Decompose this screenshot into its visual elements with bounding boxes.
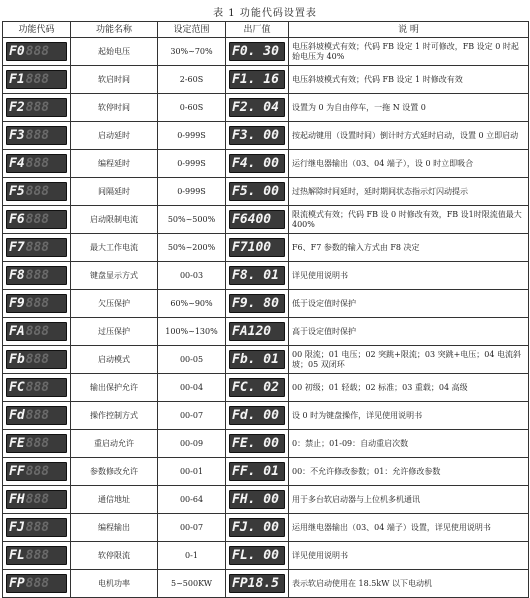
lcd-code-display <box>6 350 67 369</box>
header-name: 功能名称 <box>71 22 158 38</box>
setting-range: 00-03 <box>158 262 226 290</box>
lcd-code-display <box>6 406 67 425</box>
function-name: 软启时间 <box>71 66 158 94</box>
lcd-code-display <box>6 98 67 117</box>
function-name: 参数修改允许 <box>71 458 158 486</box>
table-row <box>3 178 529 206</box>
setting-range: 100%~130% <box>158 318 226 346</box>
code-text: F4 <box>9 155 25 171</box>
description: 按起动键用（设置时间）倒计时方式延时启动，设置 0 立即启动 <box>289 122 529 150</box>
header-range: 设定范围 <box>158 22 226 38</box>
description: 00 限流；01 电压；02 突跳+限流；03 突跳+电压；04 电流斜坡；05 双闭环 <box>289 346 529 374</box>
code-text: F7 <box>9 239 25 255</box>
description: 详见使用说明书 <box>289 262 529 290</box>
description: 高于设定值时保护 <box>289 318 529 346</box>
lcd-code-display <box>6 546 67 565</box>
lcd-factory-display <box>229 378 285 397</box>
code-cell <box>3 150 71 178</box>
description: 限流模式有效；代码 FB 设 0 时修改有效，FB 设1时限流值最大 400% <box>289 206 529 234</box>
blank-digits: 888 <box>25 519 50 535</box>
lcd-factory-display <box>229 182 285 201</box>
code-cell <box>3 346 71 374</box>
lcd-code-display <box>6 490 67 509</box>
factory-value: F3. 00 <box>232 127 279 143</box>
setting-range: 00-07 <box>158 514 226 542</box>
factory-cell <box>226 290 289 318</box>
lcd-factory-display <box>229 546 285 565</box>
code-text: F8 <box>9 267 25 283</box>
function-name: 欠压保护 <box>71 290 158 318</box>
table-title: 表 1 功能代码设置表 <box>213 8 317 19</box>
description: 设置为 0 为自由停车，一拖 N 设置 0 <box>289 94 529 122</box>
blank-digits: 888 <box>25 463 50 479</box>
lcd-code-display <box>6 182 67 201</box>
blank-digits: 888 <box>25 267 50 283</box>
header-code: 功能代码 <box>3 22 71 38</box>
lcd-factory-display <box>229 434 285 453</box>
function-name: 通信地址 <box>71 486 158 514</box>
table-row <box>3 458 529 486</box>
setting-range: 00-05 <box>158 346 226 374</box>
description: 00 初级；01 轻载；02 标准；03 重载；04 高级 <box>289 374 529 402</box>
lcd-factory-display <box>229 42 285 61</box>
blank-digits: 888 <box>25 435 50 451</box>
code-text: F9 <box>9 295 25 311</box>
setting-range: 5~500KW <box>158 570 226 598</box>
code-text: F5 <box>9 183 25 199</box>
lcd-code-display <box>6 574 67 593</box>
factory-cell <box>226 346 289 374</box>
code-cell <box>3 318 71 346</box>
code-text: F1 <box>9 71 25 87</box>
table-row <box>3 38 529 66</box>
lcd-code-display <box>6 322 67 341</box>
blank-digits: 888 <box>25 155 50 171</box>
lcd-code-display <box>6 70 67 89</box>
code-cell <box>3 458 71 486</box>
setting-range: 00-04 <box>158 374 226 402</box>
function-name: 键盘显示方式 <box>71 262 158 290</box>
factory-value: FE. 00 <box>232 435 279 451</box>
lcd-code-display <box>6 294 67 313</box>
code-text: FH <box>9 491 25 507</box>
factory-value: F8. 01 <box>232 267 279 283</box>
blank-digits: 888 <box>25 379 50 395</box>
table-row <box>3 514 529 542</box>
factory-cell <box>226 374 289 402</box>
table-row <box>3 94 529 122</box>
description: 运用继电器输出（03、04 端子）设置，详见使用说明书 <box>289 514 529 542</box>
description: 运行继电器输出（03、04 端子），设 0 时立即吸合 <box>289 150 529 178</box>
table-row <box>3 346 529 374</box>
code-text: F2 <box>9 99 25 115</box>
code-cell <box>3 94 71 122</box>
factory-value: Fd. 00 <box>232 407 279 423</box>
lcd-factory-display <box>229 70 285 89</box>
function-name: 最大工作电流 <box>71 234 158 262</box>
factory-value: F0. 30 <box>232 43 279 59</box>
setting-range: 00-64 <box>158 486 226 514</box>
code-text: FE <box>9 435 25 451</box>
lcd-factory-display <box>229 266 285 285</box>
table-row <box>3 122 529 150</box>
lcd-code-display <box>6 434 67 453</box>
setting-range: 0-60S <box>158 94 226 122</box>
function-name: 起始电压 <box>71 38 158 66</box>
function-name: 重启动允许 <box>71 430 158 458</box>
code-cell <box>3 206 71 234</box>
setting-range: 0-1 <box>158 542 226 570</box>
setting-range: 0-999S <box>158 178 226 206</box>
code-text: F3 <box>9 127 25 143</box>
blank-digits: 888 <box>25 323 50 339</box>
factory-cell <box>226 38 289 66</box>
table-row <box>3 262 529 290</box>
function-name: 编程输出 <box>71 514 158 542</box>
lcd-code-display <box>6 378 67 397</box>
description: 用于多台软启动器与上位机多机通讯 <box>289 486 529 514</box>
code-text: Fd <box>9 407 25 423</box>
description: 详见使用说明书 <box>289 542 529 570</box>
code-cell <box>3 374 71 402</box>
blank-digits: 888 <box>25 351 50 367</box>
lcd-code-display <box>6 238 67 257</box>
factory-value: F1. 16 <box>232 71 279 87</box>
header-desc: 说 明 <box>289 22 529 38</box>
factory-value: FC. 02 <box>232 379 279 395</box>
factory-cell <box>226 206 289 234</box>
lcd-factory-display <box>229 406 285 425</box>
code-cell <box>3 570 71 598</box>
table-row <box>3 234 529 262</box>
factory-value: FH. 00 <box>232 491 279 507</box>
table-row <box>3 206 529 234</box>
code-cell <box>3 122 71 150</box>
table-row <box>3 486 529 514</box>
factory-cell <box>226 486 289 514</box>
code-cell <box>3 430 71 458</box>
code-text: F6 <box>9 211 25 227</box>
lcd-factory-display <box>229 126 285 145</box>
table-row <box>3 290 529 318</box>
code-cell <box>3 402 71 430</box>
setting-range: 00-07 <box>158 402 226 430</box>
code-text: Fb <box>9 351 25 367</box>
setting-range: 50%~200% <box>158 234 226 262</box>
lcd-factory-display <box>229 98 285 117</box>
factory-value: F6400 <box>232 211 272 227</box>
code-cell <box>3 514 71 542</box>
lcd-factory-display <box>229 294 285 313</box>
code-cell <box>3 178 71 206</box>
factory-cell <box>226 122 289 150</box>
table-row <box>3 430 529 458</box>
blank-digits: 888 <box>25 491 50 507</box>
function-name: 软停限流 <box>71 542 158 570</box>
function-name: 输出保护允许 <box>71 374 158 402</box>
factory-value: F7100 <box>232 239 272 255</box>
factory-value: FJ. 00 <box>232 519 279 535</box>
table-row <box>3 402 529 430</box>
factory-value: FF. 01 <box>232 463 279 479</box>
lcd-code-display <box>6 266 67 285</box>
function-name: 电机功率 <box>71 570 158 598</box>
function-name: 启动延时 <box>71 122 158 150</box>
code-text: FP <box>9 575 25 591</box>
setting-range: 0-999S <box>158 122 226 150</box>
code-cell <box>3 38 71 66</box>
description: 电压斜坡模式有效；代码 FB 设定 1 时修改有效 <box>289 66 529 94</box>
factory-value: F2. 04 <box>232 99 279 115</box>
setting-range: 60%~90% <box>158 290 226 318</box>
table-row <box>3 542 529 570</box>
lcd-code-display <box>6 154 67 173</box>
setting-range: 0-999S <box>158 150 226 178</box>
table-row <box>3 374 529 402</box>
lcd-factory-display <box>229 210 285 229</box>
factory-cell <box>226 570 289 598</box>
lcd-code-display <box>6 210 67 229</box>
table-row <box>3 150 529 178</box>
factory-cell <box>226 150 289 178</box>
factory-cell <box>226 262 289 290</box>
factory-value: FA120 <box>232 323 272 339</box>
blank-digits: 888 <box>25 295 50 311</box>
description: 设 0 时为键盘操作，详见使用说明书 <box>289 402 529 430</box>
factory-cell <box>226 402 289 430</box>
table-row <box>3 318 529 346</box>
lcd-factory-display <box>229 490 285 509</box>
code-text: FJ <box>9 519 25 535</box>
code-cell <box>3 262 71 290</box>
blank-digits: 888 <box>25 211 50 227</box>
code-text: FC <box>9 379 25 395</box>
table-row <box>3 66 529 94</box>
factory-cell <box>226 94 289 122</box>
description: 表示软启动使用在 18.5kW 以下电动机 <box>289 570 529 598</box>
setting-range: 30%~70% <box>158 38 226 66</box>
lcd-factory-display <box>229 574 285 593</box>
lcd-factory-display <box>229 462 285 481</box>
lcd-factory-display <box>229 518 285 537</box>
function-name: 启动限制电流 <box>71 206 158 234</box>
lcd-code-display <box>6 42 67 61</box>
function-name: 过压保护 <box>71 318 158 346</box>
description: 低于设定值时保护 <box>289 290 529 318</box>
function-name: 间隔延时 <box>71 178 158 206</box>
description: 过热解除时间延时，延时期间状态指示灯闪动提示 <box>289 178 529 206</box>
code-cell <box>3 66 71 94</box>
code-cell <box>3 542 71 570</box>
code-text: FA <box>9 323 25 339</box>
code-cell <box>3 486 71 514</box>
table-row <box>3 570 529 598</box>
lcd-code-display <box>6 462 67 481</box>
factory-cell <box>226 318 289 346</box>
factory-cell <box>226 430 289 458</box>
blank-digits: 888 <box>25 183 50 199</box>
header-factory: 出厂值 <box>226 22 289 38</box>
code-text: FL <box>9 547 25 563</box>
blank-digits: 888 <box>25 407 50 423</box>
function-name: 启动模式 <box>71 346 158 374</box>
factory-value: F9. 80 <box>232 295 279 311</box>
setting-range: 00-01 <box>158 458 226 486</box>
lcd-code-display <box>6 518 67 537</box>
setting-range: 50%~500% <box>158 206 226 234</box>
code-cell <box>3 234 71 262</box>
factory-cell <box>226 458 289 486</box>
factory-cell <box>226 66 289 94</box>
blank-digits: 888 <box>25 575 50 591</box>
description: F6、F7 参数的输入方式由 F8 决定 <box>289 234 529 262</box>
factory-value: Fb. 01 <box>232 351 279 367</box>
function-name: 软停时间 <box>71 94 158 122</box>
blank-digits: 888 <box>25 127 50 143</box>
blank-digits: 888 <box>25 43 50 59</box>
description: 00：不允许修改参数；01：允许修改参数 <box>289 458 529 486</box>
lcd-factory-display <box>229 154 285 173</box>
function-code-table <box>2 21 529 598</box>
blank-digits: 888 <box>25 71 50 87</box>
setting-range: 2-60S <box>158 66 226 94</box>
lcd-code-display <box>6 126 67 145</box>
blank-digits: 888 <box>25 239 50 255</box>
factory-cell <box>226 234 289 262</box>
function-name: 操作控制方式 <box>71 402 158 430</box>
header-row <box>3 22 529 38</box>
code-text: F0 <box>9 43 25 59</box>
factory-value: F5. 00 <box>232 183 279 199</box>
factory-cell <box>226 514 289 542</box>
function-name: 编程延时 <box>71 150 158 178</box>
factory-value: FL. 00 <box>232 547 279 563</box>
factory-cell <box>226 542 289 570</box>
lcd-factory-display <box>229 238 285 257</box>
factory-value: F4. 00 <box>232 155 279 171</box>
code-cell <box>3 290 71 318</box>
description: 电压斜坡模式有效；代码 FB 设定 1 时可修改，FB 设定 0 时起始电压为 40% <box>289 38 529 66</box>
description: 0：禁止；01-09：自动重启次数 <box>289 430 529 458</box>
setting-range: 00-09 <box>158 430 226 458</box>
factory-cell <box>226 178 289 206</box>
code-text: FF <box>9 463 25 479</box>
factory-value: FP18.5 <box>232 575 279 591</box>
lcd-factory-display <box>229 322 285 341</box>
lcd-factory-display <box>229 350 285 369</box>
blank-digits: 888 <box>25 547 50 563</box>
blank-digits: 888 <box>25 99 50 115</box>
